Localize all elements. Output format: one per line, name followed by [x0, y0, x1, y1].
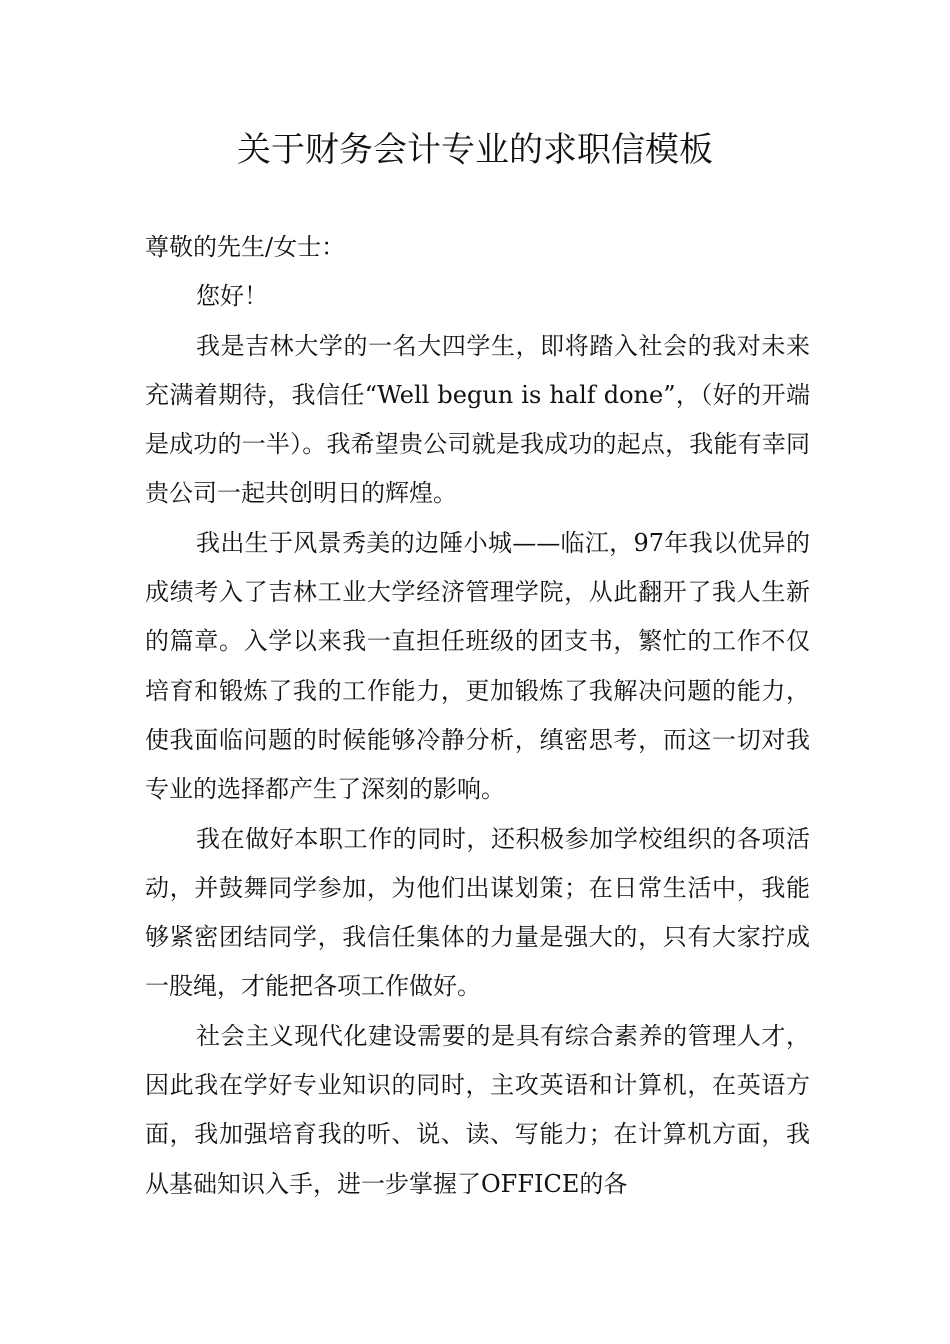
paragraph-intro: 我是吉林大学的一名大四学生，即将踏入社会的我对未来充满着期待，我信任“Well begun is half done”，（好的开端是成功的一半）。我希望贵公司就是我成功的起点，我能有幸同贵公司一起共创明日的辉煌。 [145, 331, 810, 508]
paragraph-background: 我出生于风景秀美的边陲小城——临江，97年我以优异的成绩考入了吉林工业大学经济管理学院，从此翻开了我人生新的篇章。入学以来我一直担任班级的团支书，繁忙的工作不仅培育和锻炼了我的工作能力，更加锻炼了我解决问题的能力，使我面临问题的时候能够冷静分析，缜密思考，而这一切对我专业的选择都产生了深刻的影响。 [145, 528, 810, 804]
salutation: 尊敬的先生/女士： [145, 233, 346, 261]
paragraph-skills: 社会主义现代化建设需要的是具有综合素养的管理人才，因此我在学好专业知识的同时，主攻英语和计算机，在英语方面，我加强培育我的听、说、读、写能力；在计算机方面，我从基础知识入手，进一步掌握了OFFICE的各 [145, 1021, 810, 1198]
letter-body [145, 223, 810, 1209]
paragraph-greeting: 您好！ [196, 282, 268, 311]
document-title: 关于财务会计专业的求职信模板 [237, 130, 713, 170]
paragraph-activities: 我在做好本职工作的同时，还积极参加学校组织的各项活动，并鼓舞同学参加，为他们出谋划策；在日常生活中，我能够紧密团结同学，我信任集体的力量是强大的，只有大家拧成一股绳，才能把各项工作做好。 [145, 824, 810, 1001]
